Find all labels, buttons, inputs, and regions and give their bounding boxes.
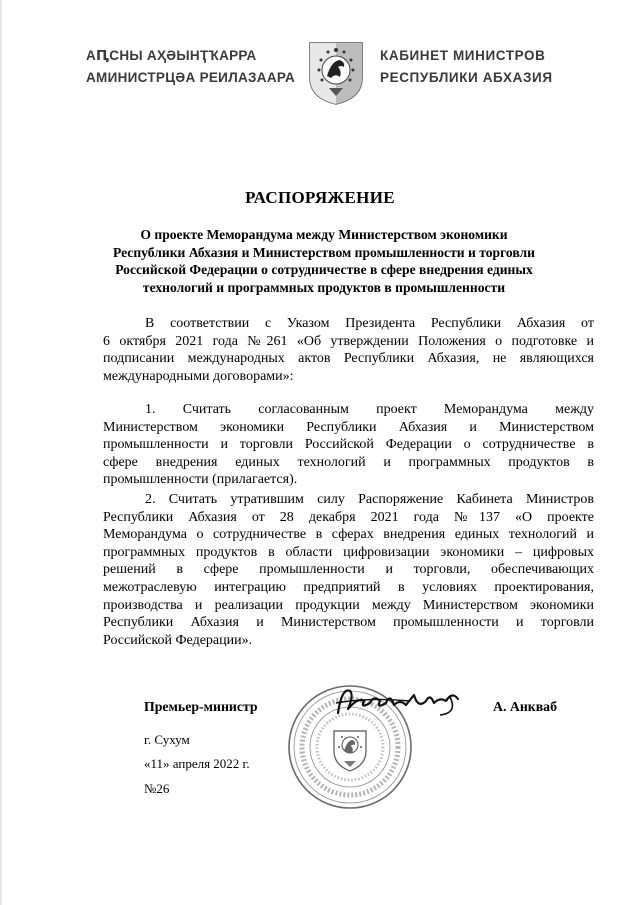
subject-line: Российской Федерации о сотрудничестве в сфере внедрения единых [115,262,533,277]
paragraph-line: В соответствии с Указом Президента Республики Абхазия от [145,316,594,331]
paragraph-line: программных продуктов в области цифровизации экономики – цифровых [103,544,594,560]
header-left-line1: АԤСНЫ АҲӘЫНҬҠАРРА [86,48,257,63]
paragraph-line: 2. Считать утратившим силу Распоряжение Кабинета Министров [145,492,594,507]
paragraph-line: Республики Абхазия и Министерством промышленности и торговли [103,615,594,631]
header-right-line1: КАБИНЕТ МИНИСТРОВ [380,48,546,63]
paragraph-line: промышленности (прилагается). [103,472,298,488]
paragraph-line: промышленности и торговли Российской Федерации о сотрудничестве в [103,437,594,453]
header-right [380,45,553,89]
paragraph-line: Министерством экономики Республики Абхазия и Министерством [103,419,594,435]
paragraph-line: Республики Абхазия от 28 декабря 2021 года №137 «О проекте [103,509,594,525]
header-right-line2: РЕСПУБЛИКИ АБХАЗИЯ [380,70,553,85]
document-city: г. Сухум [144,732,190,747]
paragraph-line: межотраслевую интеграцию предприятий в условиях проектирования, [103,579,594,595]
document-subject [96,226,552,296]
header-left-line2: АМИНИСТРЦӘА РЕИЛАЗААРА [86,70,296,85]
paragraph-line: 6 октября 2021 года №261 «Об утверждении Положения о подготовке и [103,333,594,349]
item-1-paragraph [103,401,594,489]
document-date: «11» апреля 2022 г. [144,756,250,771]
item-2-paragraph [103,491,594,649]
document-title: РАСПОРЯЖЕНИЕ [245,188,395,207]
paragraph-line: 1. Считать согласованным проект Меморандума между [145,402,594,417]
paragraph-line: подписании международных актов Республики Абхазия, не являющихся [103,351,594,367]
page-edge [0,0,2,905]
signatory-position: Премьер-министр [144,699,258,714]
document-number: №26 [144,781,170,796]
paragraph-line: сфере внедрения единых технологий и программных продуктов в [103,454,594,470]
header-left [86,45,295,89]
paragraph-line: международными договорами»: [103,368,294,384]
paragraph-line: Российской Федерации». [103,632,253,648]
subject-line: О проекте Меморандума между Министерством экономики [140,227,508,242]
paragraph-line: производства и реализации продукции между Министерством экономики [103,597,594,613]
subject-line: технологий и программных продуктов в промышленности [142,279,506,295]
signatory-name: А. Анкваб [493,699,557,714]
paragraph-line: Меморандума о сотрудничестве в сферах внедрения единых технологий и [103,527,594,543]
abkhazia-coat-of-arms-icon [307,40,365,106]
paragraph-line: решений в сфере промышленности и торговли, обеспечивающих [103,562,594,578]
subject-line: Республики Абхазия и Министерством промышленности и торговли [112,244,535,260]
preamble-paragraph [103,315,594,385]
handwritten-signature-icon [330,683,470,723]
